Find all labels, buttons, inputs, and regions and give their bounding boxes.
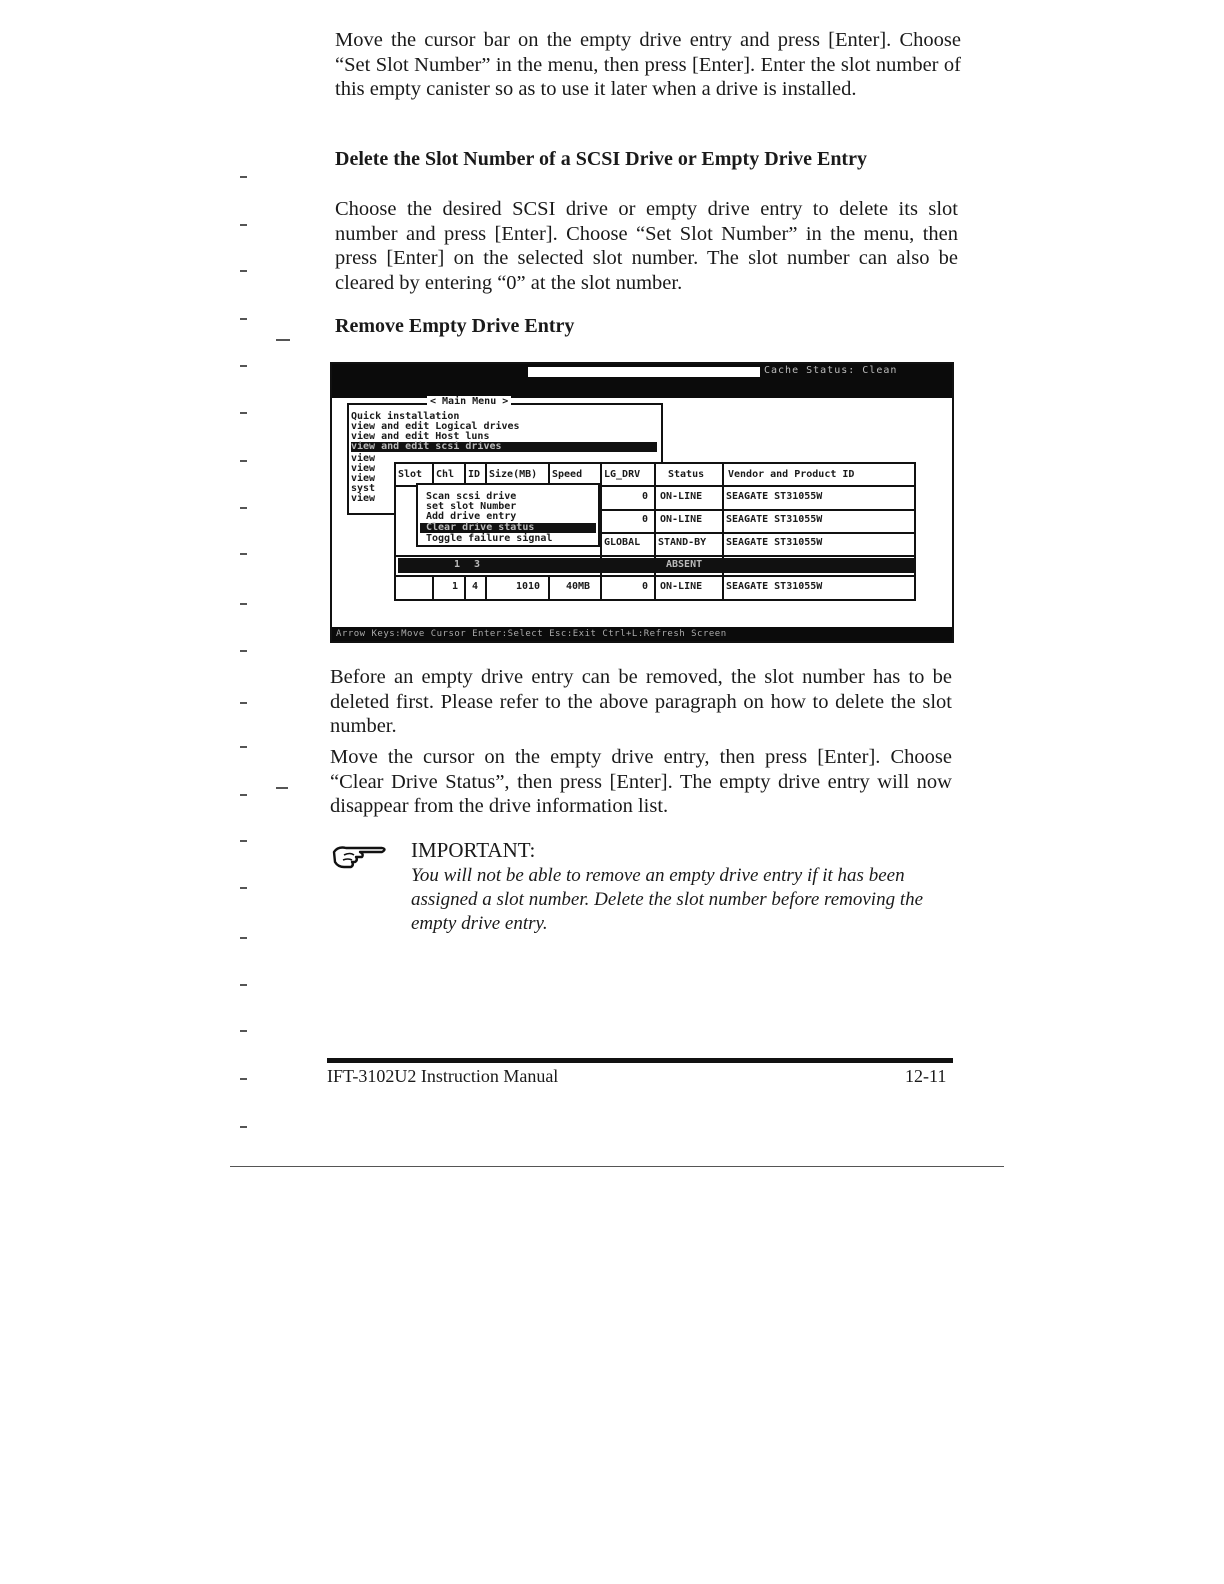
col-header: Speed [552,469,583,480]
col-header: Slot [398,469,423,480]
key-help-bar: Arrow Keys:Move Cursor Enter:Select Esc:Exit Ctrl+L:Refresh Screen [332,627,954,641]
remove-entry-paragraph-1: Before an empty drive entry can be removed, the slot number has to be deleted first. Please refer to the above paragraph on how to delete the slot number. [330,666,952,737]
footer-rule [327,1058,953,1063]
table-cell: ON-LINE [660,581,703,592]
table-cell: SEAGATE ST31055W [726,491,823,502]
col-header: Status [668,469,705,480]
absent-row-selected[interactable]: 1 3 ABSENT [398,558,914,573]
menu-item[interactable]: view [351,473,376,484]
menu-item[interactable]: view and edit Host luns [351,431,490,442]
cache-status: Cache Status: Clean [764,365,898,376]
delete-slot-paragraph: Choose the desired SCSI drive or empty drive entry to delete its slot number and press [Enter]. Choose “Set Slot Number” in the menu, then press [Enter] on the selected slot number. The slot number can also be cleared by entering “0” at the slot number. [335,198,958,294]
menu-item[interactable]: view and edit Logical drives [351,421,520,432]
col-header: LG_DRV [604,469,641,480]
important-label: IMPORTANT: [411,838,536,862]
table-cell: SEAGATE ST31055W [726,581,823,592]
col-header: Chl [436,469,455,480]
drive-submenu [416,483,600,547]
title-field [528,367,760,377]
submenu-item[interactable]: Toggle failure signal [426,533,553,544]
menu-item[interactable]: view [351,453,376,464]
main-menu-title: < Main Menu > [427,396,511,407]
table-cell: 1 [452,581,459,592]
col-header: Size(MB) [489,469,538,480]
menu-item[interactable]: view [351,463,376,474]
submenu-item[interactable]: set slot Number [426,501,517,512]
table-cell: 0 [642,491,649,502]
section-heading-delete-slot: Delete the Slot Number of a SCSI Drive or Empty Drive Entry [335,148,867,170]
table-cell: 0 [642,581,649,592]
submenu-item-selected[interactable]: Clear drive status [420,523,596,533]
table-cell: 4 [472,581,479,592]
terminal-top-bar [332,364,954,398]
footer-manual-title: IFT-3102U2 Instruction Manual [327,1066,559,1086]
menu-item[interactable]: Quick installation [351,411,460,422]
footer-page-number: 12-11 [905,1066,947,1086]
table-cell: STAND-BY [658,537,707,548]
submenu-item[interactable]: Add drive entry [426,511,517,522]
table-cell: 0 [642,514,649,525]
col-header: ID [468,469,481,480]
table-cell: ON-LINE [660,514,703,525]
table-cell: SEAGATE ST31055W [726,537,823,548]
menu-item-selected[interactable]: view and edit scsi drives [351,442,657,452]
intro-paragraph: Move the cursor bar on the empty drive entry and press [Enter]. Choose “Set Slot Number” in the menu, then press [Enter]. Enter the slot number of this empty canister so as to use it later when a drive is installed. [335,29,961,100]
table-cell: 1010 [516,581,541,592]
menu-item[interactable]: syst [351,483,376,494]
table-cell: SEAGATE ST31055W [726,514,823,525]
remove-entry-paragraph-2: Move the cursor on the empty drive entry, then press [Enter]. Choose “Clear Drive Status”, then press [Enter]. The empty drive entry will now disappear from the drive information list. [330,746,952,817]
section-heading-remove-entry: Remove Empty Drive Entry [335,315,575,337]
pointing-hand-icon [330,840,390,874]
terminal-screenshot [330,362,954,643]
submenu-item[interactable]: Scan scsi drive [426,491,517,502]
col-header: Vendor and Product ID [728,469,855,480]
table-cell: GLOBAL [604,537,641,548]
table-cell: ON-LINE [660,491,703,502]
page-bottom-line [230,1166,1004,1167]
important-text: You will not be able to remove an empty drive entry if it has been assigned a slot number. Delete the slot number before removing the empty drive entry. [411,865,924,934]
table-cell: 40MB [566,581,591,592]
menu-item[interactable]: view [351,493,376,504]
